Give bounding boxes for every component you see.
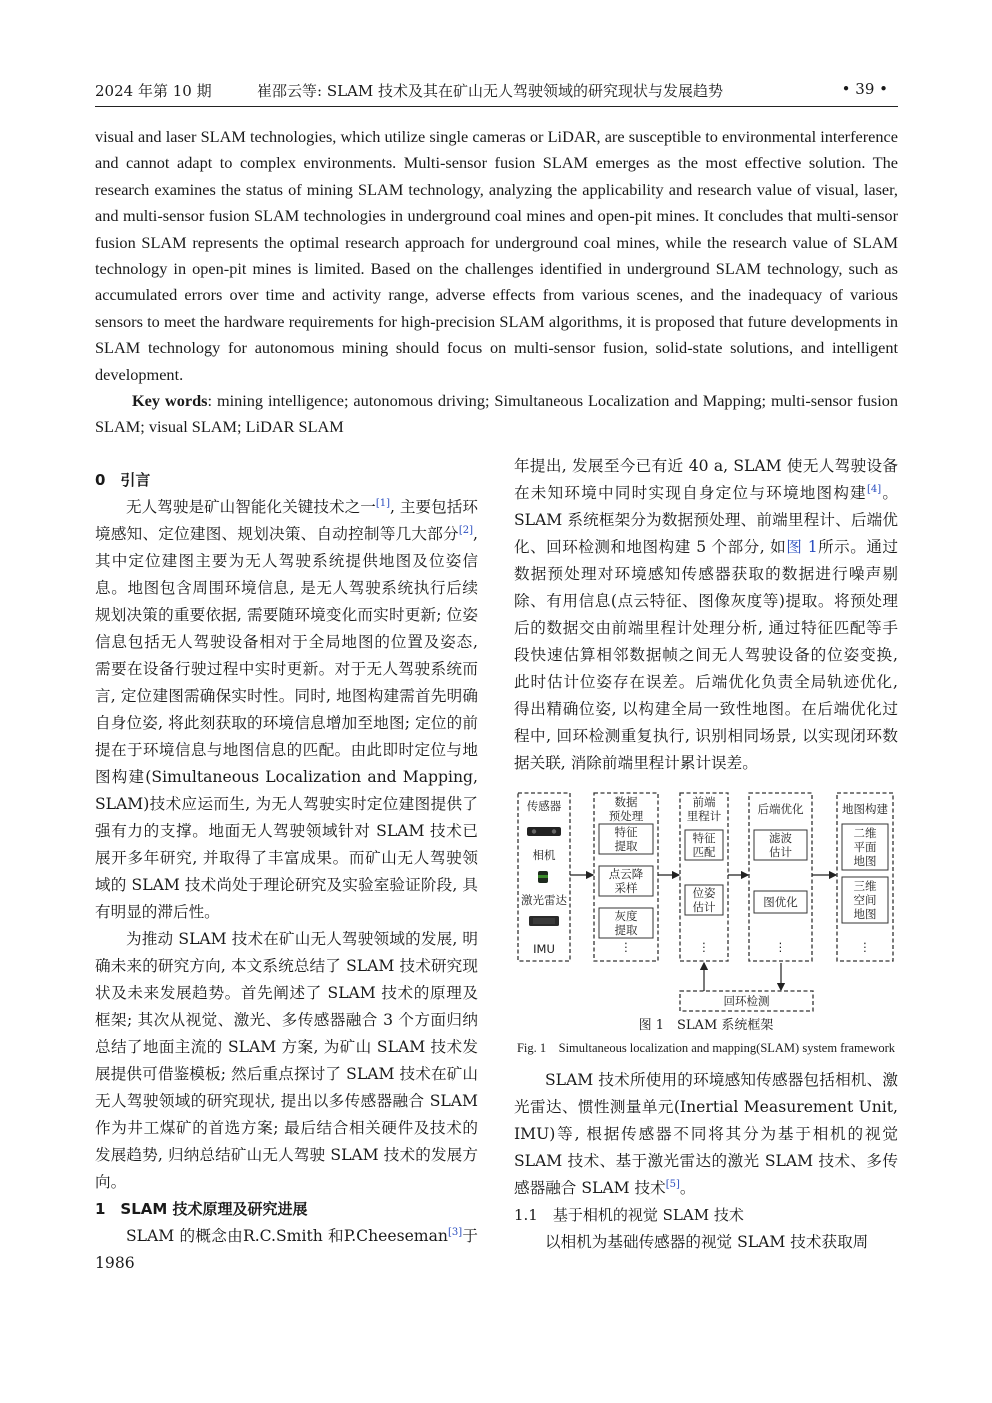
map-2d-box: 二维 平面 地图 [853,826,877,868]
keywords-text: : mining intelligence; autonomous driving; Simultaneous Localization and Mapping; multi-sensor fusion SLAM; visual SLAM; LiDAR SLAM [95,391,898,437]
downsample-box: 点云降 采样 [608,867,644,895]
map-3d-box: 三维 空间 地图 [853,879,877,921]
mapping-column-title: 地图构建 [842,802,888,816]
preprocess-column-title: 数据 预处理 [608,795,644,823]
subsection-1-1-heading: 1.1 基于相机的视觉 SLAM 技术 [514,1206,744,1224]
section-1-paragraph-cont: 年提出, 发展至今已有近 40 a, SLAM 使无人驾驶设备在未知环境中同时实现自身定位与环境地图构建[4]。SLAM 系统框架分为数据预处理、前端里程计、后端优化、回环检测和地图构建 5 个部分, 如图 1所示。通过数据预处理对环境感知传感器获取的数据进行噪声剔除、有用信息(点云特征、图像灰度等)提取。将预处理后的数据交由前端里程计处理分析, 通过特征匹配等手段快速估算相邻数据帧之间无人驾驶设备的位姿变换, 此时估计位姿存在误差。后端优化负责全局轨迹优化, 得出精确位姿, 以构建全局一致性地图。在后端优化过程中, 回环检测重复执行, 识别相同场景, 以实现闭环数据关联, 消除前端里程计累计误差。 [514,457,898,772]
loop-closure-box: 回环检测 [723,994,770,1008]
figure-1-caption-cn: 图 1 SLAM 系统框架 [638,1018,774,1033]
running-title: 崔邵云等: SLAM 技术及其在矿山无人驾驶领域的研究现状与发展趋势 [257,82,724,100]
keywords-label: Key words [132,391,208,411]
camera-icon [527,827,561,836]
imu-icon [529,916,559,926]
section-1-paragraph-start: SLAM 的概念由R.C.Smith 和P.Cheeseman[3]于1986 [95,1227,478,1272]
subsection-1-1-paragraph: 以相机为基础传感器的视觉 SLAM 技术获取周 [545,1233,869,1251]
sensor-column-title: 传感器 [526,799,562,813]
section-1-heading: 1 SLAM 技术原理及研究进展 [95,1200,308,1218]
citation-2[interactable]: [2] [458,525,474,536]
english-abstract [95,124,898,441]
citation-1[interactable]: [1] [375,498,390,509]
feature-matching-box: 特征 匹配 [692,831,716,859]
right-column [514,453,898,1256]
page-number: • 39 • [841,80,888,98]
running-header [95,78,898,107]
lidar-icon [538,871,548,883]
frontend-column-title: 前端 里程计 [686,795,722,823]
issue-label: 2024 年第 10 期 [95,82,212,100]
left-column [95,467,478,1277]
frontend-more-dots: ⋮ [698,940,710,954]
gray-extraction-box: 灰度 提取 [614,909,638,937]
section-0-heading: 0 引言 [95,471,151,489]
intro-paragraph-1: 无人驾驶是矿山智能化关键技术之一[1], 主要包括环境感知、定位建图、规划决策、自动控制等几大部分[2], 其中定位建图主要为无人驾驶系统提供地图及位姿信息。地图包含周围环境信息, 是无人驾驶系统执行后续规划决策的重要依据, 需要随环境变化而实时更新; 位姿信息包括无人驾驶设备相对于全局地图的位置及姿态, 需要在设备行驶过程中实时更新。对于无人驾驶系统而言, 定位建图需确保实时性。同时, 地图构建需首先明确自身位姿, 将此刻获取的环境信息增加至地图; 定位的前提在于环境信息与地图信息的匹配。由此即时定位与地图构建(Simultaneous Localization and Mapping, SLAM)技术应运而生, 为无人驾驶实时定位建图提供了强有力的支撑。地面无人驾驶领域针对 SLAM 技术已展开多年研究, 并取得了丰富成果。而矿山无人驾驶领域的 SLAM 技术尚处于理论研究及实验室验证阶段, 具有明显的滞后性。 [95,498,478,921]
sensor-paragraph: SLAM 技术所使用的环境感知传感器包括相机、激光雷达、惯性测量单元(Inertial Measurement Unit, IMU)等, 根据传感器不同将其分为基于相机的视觉 SLAM 技术、基于激光雷达的激光 SLAM 技术、多传感器融合 SLAM 技术[5]。 [514,1071,898,1197]
graph-optimization-box: 图优化 [763,895,798,909]
citation-3[interactable]: [3] [447,1227,463,1238]
keywords [95,388,898,441]
camera-label: 相机 [532,848,556,862]
backend-column-title: 后端优化 [757,802,804,816]
lidar-label: 激光雷达 [521,893,567,907]
preprocess-more-dots: ⋮ [620,940,632,954]
filter-estimation-box: 滤波 估计 [769,831,792,859]
intro-paragraph-2: 为推动 SLAM 技术在矿山无人驾驶领域的发展, 明确未来的研究方向, 本文系统总结了 SLAM 技术研究现状及未来发展趋势。首先阐述了 SLAM 技术的原理及框架; 其次从视觉、激光、多传感器融合 3 个方面归纳总结了地面主流的 SLAM 方案, 为矿山 SLAM 技术发展提供可借鉴模板; 然后重点探讨了 SLAM 技术在矿山无人驾驶领域的研究现状, 提出以多传感器融合 SLAM 作为井工煤矿的首选方案; 最后结合相关硬件及技术的发展趋势, 归纳总结矿山无人驾驶 SLAM 技术的发展方向。 [95,930,478,1191]
pose-estimation-box: 位姿 估计 [692,886,716,914]
abstract-body: visual and laser SLAM technologies, which utilize single cameras or LiDAR, are susceptible to environmental interference and cannot adapt to complex environments. Multi-sensor fusion SLAM emerges as the most effective solution. The research examines the status of mining SLAM technology, analyzing the applicability and research value of visual, laser, and multi-sensor fusion SLAM technologies in underground coal mines and open-pit mines. It concludes that multi-sensor fusion SLAM represents the optimal research approach for underground coal mines, while the research value of SLAM technology in open-pit mines is limited. Based on the challenges identified in underground SLAM technology, such as accumulated errors over time and activity range, adverse effects from various scenes, and the inadequacy of various sensors to meet the hardware requirements for high-precision SLAM algorithms, it is proposed that future developments in SLAM technology for autonomous mining should focus on multi-sensor fusion, solid-state solutions, and intelligent development. [95,127,898,384]
imu-label: IMU [533,942,555,956]
citation-5[interactable]: [5] [665,1179,680,1190]
figure-1-diagram [514,787,898,1015]
figure-1-link[interactable]: 图 1 [786,538,818,556]
figure-1-caption-en: Fig. 1 Simultaneous localization and mapping(SLAM) system framework [516,1041,896,1055]
citation-4[interactable]: [4] [867,484,882,495]
feature-extraction-box: 特征 提取 [614,825,638,853]
backend-more-dots: ⋮ [774,940,787,954]
mapping-more-dots: ⋮ [859,940,871,954]
